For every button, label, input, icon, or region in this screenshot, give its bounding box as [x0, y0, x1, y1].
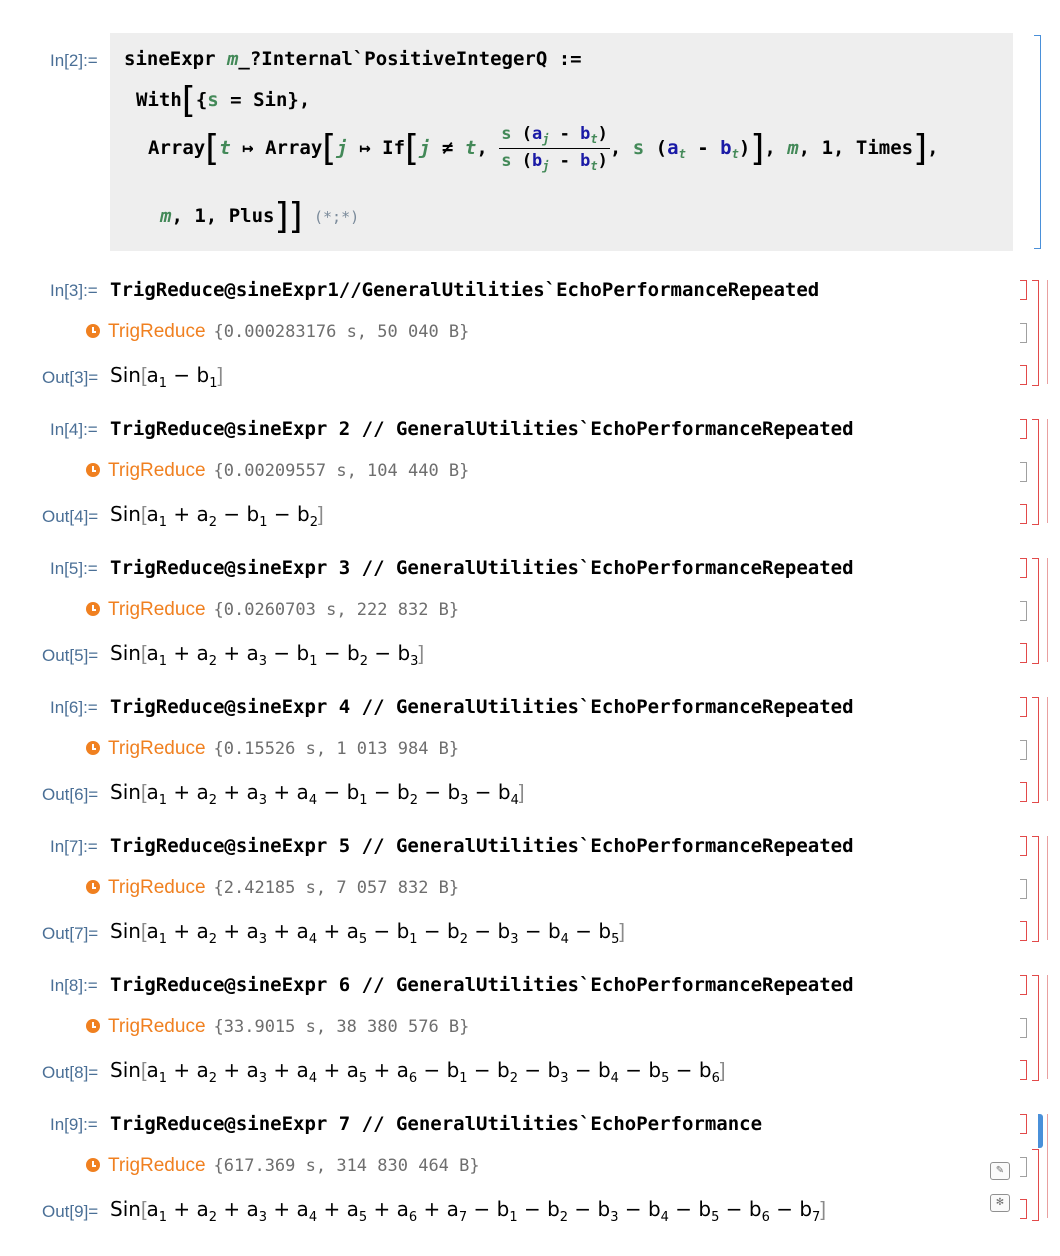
token-sineexpr: sineExpr [124, 48, 216, 70]
bracket-open: [ [181, 80, 196, 121]
input-expression[interactable]: TrigReduce@sineExpr 6 // GeneralUtilities`EchoPerformanceRepeated [110, 974, 854, 996]
sin-argument: $a_1 + a_2 + a_3 + a_4 + a_5 + a_6 - b_1 - b_2 - b_3 - b_4 - b_5 - b_6$ [146, 1058, 720, 1086]
input-line-2: With[{s = Sin}, [136, 80, 311, 121]
cell-label-in2: In[2]:= [50, 51, 98, 70]
echo-output [86, 877, 459, 899]
token-a: a [667, 137, 679, 159]
cell-label-in: In[6]:= [50, 698, 98, 717]
input-expression[interactable]: TrigReduce@sineExpr1//GeneralUtilities`EchoPerformanceRepeated [110, 279, 820, 301]
cell-label-out: Out[7]= [42, 924, 99, 943]
cell-label-out: Out[8]= [42, 1063, 99, 1082]
echo-output [86, 460, 469, 482]
clock-icon [86, 324, 100, 338]
token-map-2: ↦ [359, 137, 371, 159]
token-one-2: 1 [194, 205, 206, 227]
output-expression[interactable]: $Sin[a_1 + a_2 + a_3 + a_4 - b_1 - b_2 - b_3 - b_4]$ [110, 780, 525, 808]
cell-bracket-input[interactable] [1020, 975, 1027, 995]
sin-argument: $a_1 + a_2 - b_1 - b_2$ [146, 502, 318, 530]
cell-bracket-input[interactable] [1020, 280, 1027, 300]
fraction: $\frac{s (a_j - b_t)}{s (b_j - b_t)}$ [501, 124, 608, 173]
cell-bracket-in2[interactable] [1034, 35, 1041, 249]
token-map: ↦ [242, 137, 254, 159]
clock-icon [86, 880, 100, 894]
cell-bracket-input[interactable] [1020, 1114, 1027, 1134]
token-if: If [382, 137, 406, 159]
sin-argument: $a_1 - b_1$ [146, 363, 218, 391]
cell-bracket-output[interactable] [1020, 1199, 1027, 1219]
output-expression[interactable]: $Sin[a_1 + a_2 + a_3 + a_4 + a_5 + a_6 - b_1 - b_2 - b_3 - b_4 - b_5 - b_6]$ [110, 1058, 726, 1086]
echo-tag: TrigReduce [108, 321, 206, 342]
cell-label-in: In[7]:= [50, 837, 98, 856]
echo-value: {0.000283176 s, 50 040 B} [213, 322, 470, 342]
sin-head: Sin [110, 502, 141, 526]
token-sin: Sin [253, 89, 288, 111]
token-eq: = [230, 89, 242, 111]
echo-value: {0.00209557 s, 104 440 B} [213, 461, 470, 481]
cell-outer-bracket [1041, 558, 1048, 662]
cell-bracket-echo[interactable] [1020, 740, 1027, 760]
clock-icon [86, 463, 100, 477]
cell-label-in: In[4]:= [50, 420, 98, 439]
token-one: 1 [821, 137, 834, 159]
token-setdelayed: := [558, 48, 582, 70]
echo-tag: TrigReduce [108, 1155, 206, 1176]
cell-bracket-output[interactable] [1020, 921, 1027, 941]
bracket-close: ] [913, 128, 928, 169]
cell-bracket-echo[interactable] [1020, 601, 1027, 621]
echo-output [86, 599, 459, 621]
sin-head: Sin [110, 1197, 141, 1221]
echo-tag: TrigReduce [108, 599, 206, 620]
cell-bracket-input[interactable] [1020, 836, 1027, 856]
echo-value: {33.9015 s, 38 380 576 B} [213, 1017, 470, 1037]
sin-head: Sin [110, 780, 141, 804]
bracket-open: [ [205, 128, 220, 169]
sin-argument: $a_1 + a_2 + a_3 + a_4 + a_5 + a_6 + a_7 - b_1 - b_2 - b_3 - b_4 - b_5 - b_6 - b_7$ [146, 1197, 821, 1225]
bracket-open: [ [322, 128, 337, 169]
clock-icon [86, 1019, 100, 1033]
feedback-icon[interactable]: ✎ [990, 1162, 1010, 1180]
cell-bracket-input[interactable] [1020, 558, 1027, 578]
token-b: b [720, 137, 732, 159]
cell-group-bracket[interactable] [1032, 697, 1039, 803]
sin-argument: $a_1 + a_2 + a_3 - b_1 - b_2 - b_3$ [146, 641, 419, 669]
echo-tag: TrigReduce [108, 460, 206, 481]
token-neq: ≠ [441, 137, 454, 159]
input-line-1 [124, 48, 582, 70]
cell-bracket-echo[interactable] [1020, 323, 1027, 343]
cell-group-bracket[interactable] [1032, 558, 1039, 664]
cell-bracket-output[interactable] [1020, 365, 1027, 385]
token-m-3: m [160, 205, 172, 227]
token-t: t [219, 137, 231, 159]
sin-head: Sin [110, 1058, 141, 1082]
output-expression[interactable]: $Sin[a_1 + a_2 + a_3 + a_4 + a_5 + a_6 + a_7 - b_1 - b_2 - b_3 - b_4 - b_5 - b_6 - b_7]$ [110, 1197, 826, 1225]
cell-outer-bracket [1041, 836, 1048, 940]
cell-bracket-echo[interactable] [1020, 1157, 1027, 1177]
token-s: s [207, 89, 219, 111]
cell-bracket-output[interactable] [1020, 504, 1027, 524]
echo-value: {617.369 s, 314 830 464 B} [213, 1156, 480, 1176]
token-array-inner: Array [265, 137, 323, 159]
sin-head: Sin [110, 919, 141, 943]
echo-value: {0.15526 s, 1 013 984 B} [213, 739, 460, 759]
cell-label-out: Out[9]= [42, 1202, 99, 1221]
cell-group-bracket-in2 [1043, 35, 1050, 247]
cell-bracket-input[interactable] [1020, 697, 1027, 717]
echo-tag: TrigReduce [108, 1016, 206, 1037]
input-line-4: m, 1, Plus]] (*;*) [160, 196, 360, 237]
cell-bracket-output[interactable] [1020, 1060, 1027, 1080]
cell-label-in: In[5]:= [50, 559, 98, 578]
cell-bracket-output[interactable] [1020, 643, 1027, 663]
sin-argument: $a_1 + a_2 + a_3 + a_4 - b_1 - b_2 - b_3 - b_4$ [146, 780, 519, 808]
token-m-2: m [787, 137, 799, 159]
echo-value: {0.0260703 s, 222 832 B} [213, 600, 460, 620]
echo-output [86, 1155, 480, 1177]
token-plus: Plus [228, 205, 275, 227]
bracket-open: [ [405, 128, 420, 169]
token-pattern: _?Internal`PositiveIntegerQ [238, 48, 548, 70]
input-line-3: Array[t ↦ Array[j ↦ If[j ≠ t, $\frac{s (a_j - b_t)}{s (b_j - b_t)}$ , s $(a_t - b_t)$], m, 1, Times], [148, 124, 939, 173]
token-j-2: j [419, 137, 431, 159]
cell-group-bracket[interactable] [1032, 836, 1039, 942]
bracket-close: ]] [274, 196, 303, 237]
cell-label-out: Out[6]= [42, 785, 99, 804]
token-t-2: t [464, 137, 477, 159]
sin-head: Sin [110, 363, 141, 387]
output-expression[interactable]: $Sin[a_1 + a_2 + a_3 - b_1 - b_2 - b_3]$ [110, 641, 424, 669]
sin-argument: $a_1 + a_2 + a_3 + a_4 + a_5 - b_1 - b_2 - b_3 - b_4 - b_5$ [146, 919, 620, 947]
output-expression[interactable]: $Sin[a_1 + a_2 + a_3 + a_4 + a_5 - b_1 - b_2 - b_3 - b_4 - b_5]$ [110, 919, 625, 947]
echo-tag: TrigReduce [108, 738, 206, 759]
sin-head: Sin [110, 641, 141, 665]
token-comment: (*;*) [314, 208, 360, 226]
cell-bracket-echo[interactable] [1020, 879, 1027, 899]
cell-outer-bracket [1041, 1114, 1048, 1218]
cell-bracket-output[interactable] [1020, 782, 1027, 802]
echo-tag: TrigReduce [108, 877, 206, 898]
cell-group-bracket-lower[interactable] [1032, 1149, 1039, 1221]
cell-bracket-echo[interactable] [1020, 1018, 1027, 1038]
settings-icon[interactable]: ✻ [990, 1194, 1010, 1212]
echo-value: {2.42185 s, 7 057 832 B} [213, 878, 460, 898]
echo-output [86, 738, 459, 760]
token-array: Array [148, 137, 206, 159]
output-expression[interactable]: $Sin[a_1 + a_2 - b_1 - b_2]$ [110, 502, 324, 530]
input-expression[interactable]: TrigReduce@sineExpr 7 // GeneralUtilities`EchoPerformance [110, 1113, 763, 1135]
token-with: With [136, 89, 182, 111]
cell-label-in: In[8]:= [50, 976, 98, 995]
cell-group-bracket[interactable] [1032, 419, 1039, 525]
output-expression[interactable]: $Sin[a_1 - b_1]$ [110, 363, 224, 391]
clock-icon [86, 602, 100, 616]
cell-outer-bracket [1041, 697, 1048, 801]
token-s-2: s [632, 137, 645, 159]
cell-label-out: Out[3]= [42, 368, 99, 387]
input-expression[interactable]: TrigReduce@sineExpr 4 // GeneralUtilities`EchoPerformanceRepeated [110, 696, 854, 718]
cell-label-out: Out[5]= [42, 646, 99, 665]
token-j: j [336, 137, 348, 159]
cell-group-bracket[interactable] [1032, 280, 1039, 386]
input-expression[interactable]: TrigReduce@sineExpr 2 // GeneralUtilities`EchoPerformanceRepeated [110, 418, 854, 440]
cell-label-in: In[3]:= [50, 281, 98, 300]
cell-bracket-input[interactable] [1020, 419, 1027, 439]
cell-group-bracket[interactable] [1032, 975, 1039, 1081]
bracket-close: ] [750, 128, 765, 169]
cell-bracket-echo[interactable] [1020, 462, 1027, 482]
clock-icon [86, 741, 100, 755]
token-times: Times [855, 137, 914, 159]
input-expression[interactable]: TrigReduce@sineExpr 5 // GeneralUtilities`EchoPerformanceRepeated [110, 835, 854, 857]
cell-label-out: Out[4]= [42, 507, 99, 526]
cell-outer-bracket [1041, 975, 1048, 1079]
echo-output [86, 1016, 469, 1038]
input-expression[interactable]: TrigReduce@sineExpr 3 // GeneralUtilities`EchoPerformanceRepeated [110, 557, 854, 579]
cell-outer-bracket [1041, 419, 1048, 523]
token-m: m [226, 48, 239, 70]
cell-outer-bracket [1041, 280, 1048, 384]
cell-label-in: In[9]:= [50, 1115, 98, 1134]
echo-output [86, 321, 469, 343]
clock-icon [86, 1158, 100, 1172]
